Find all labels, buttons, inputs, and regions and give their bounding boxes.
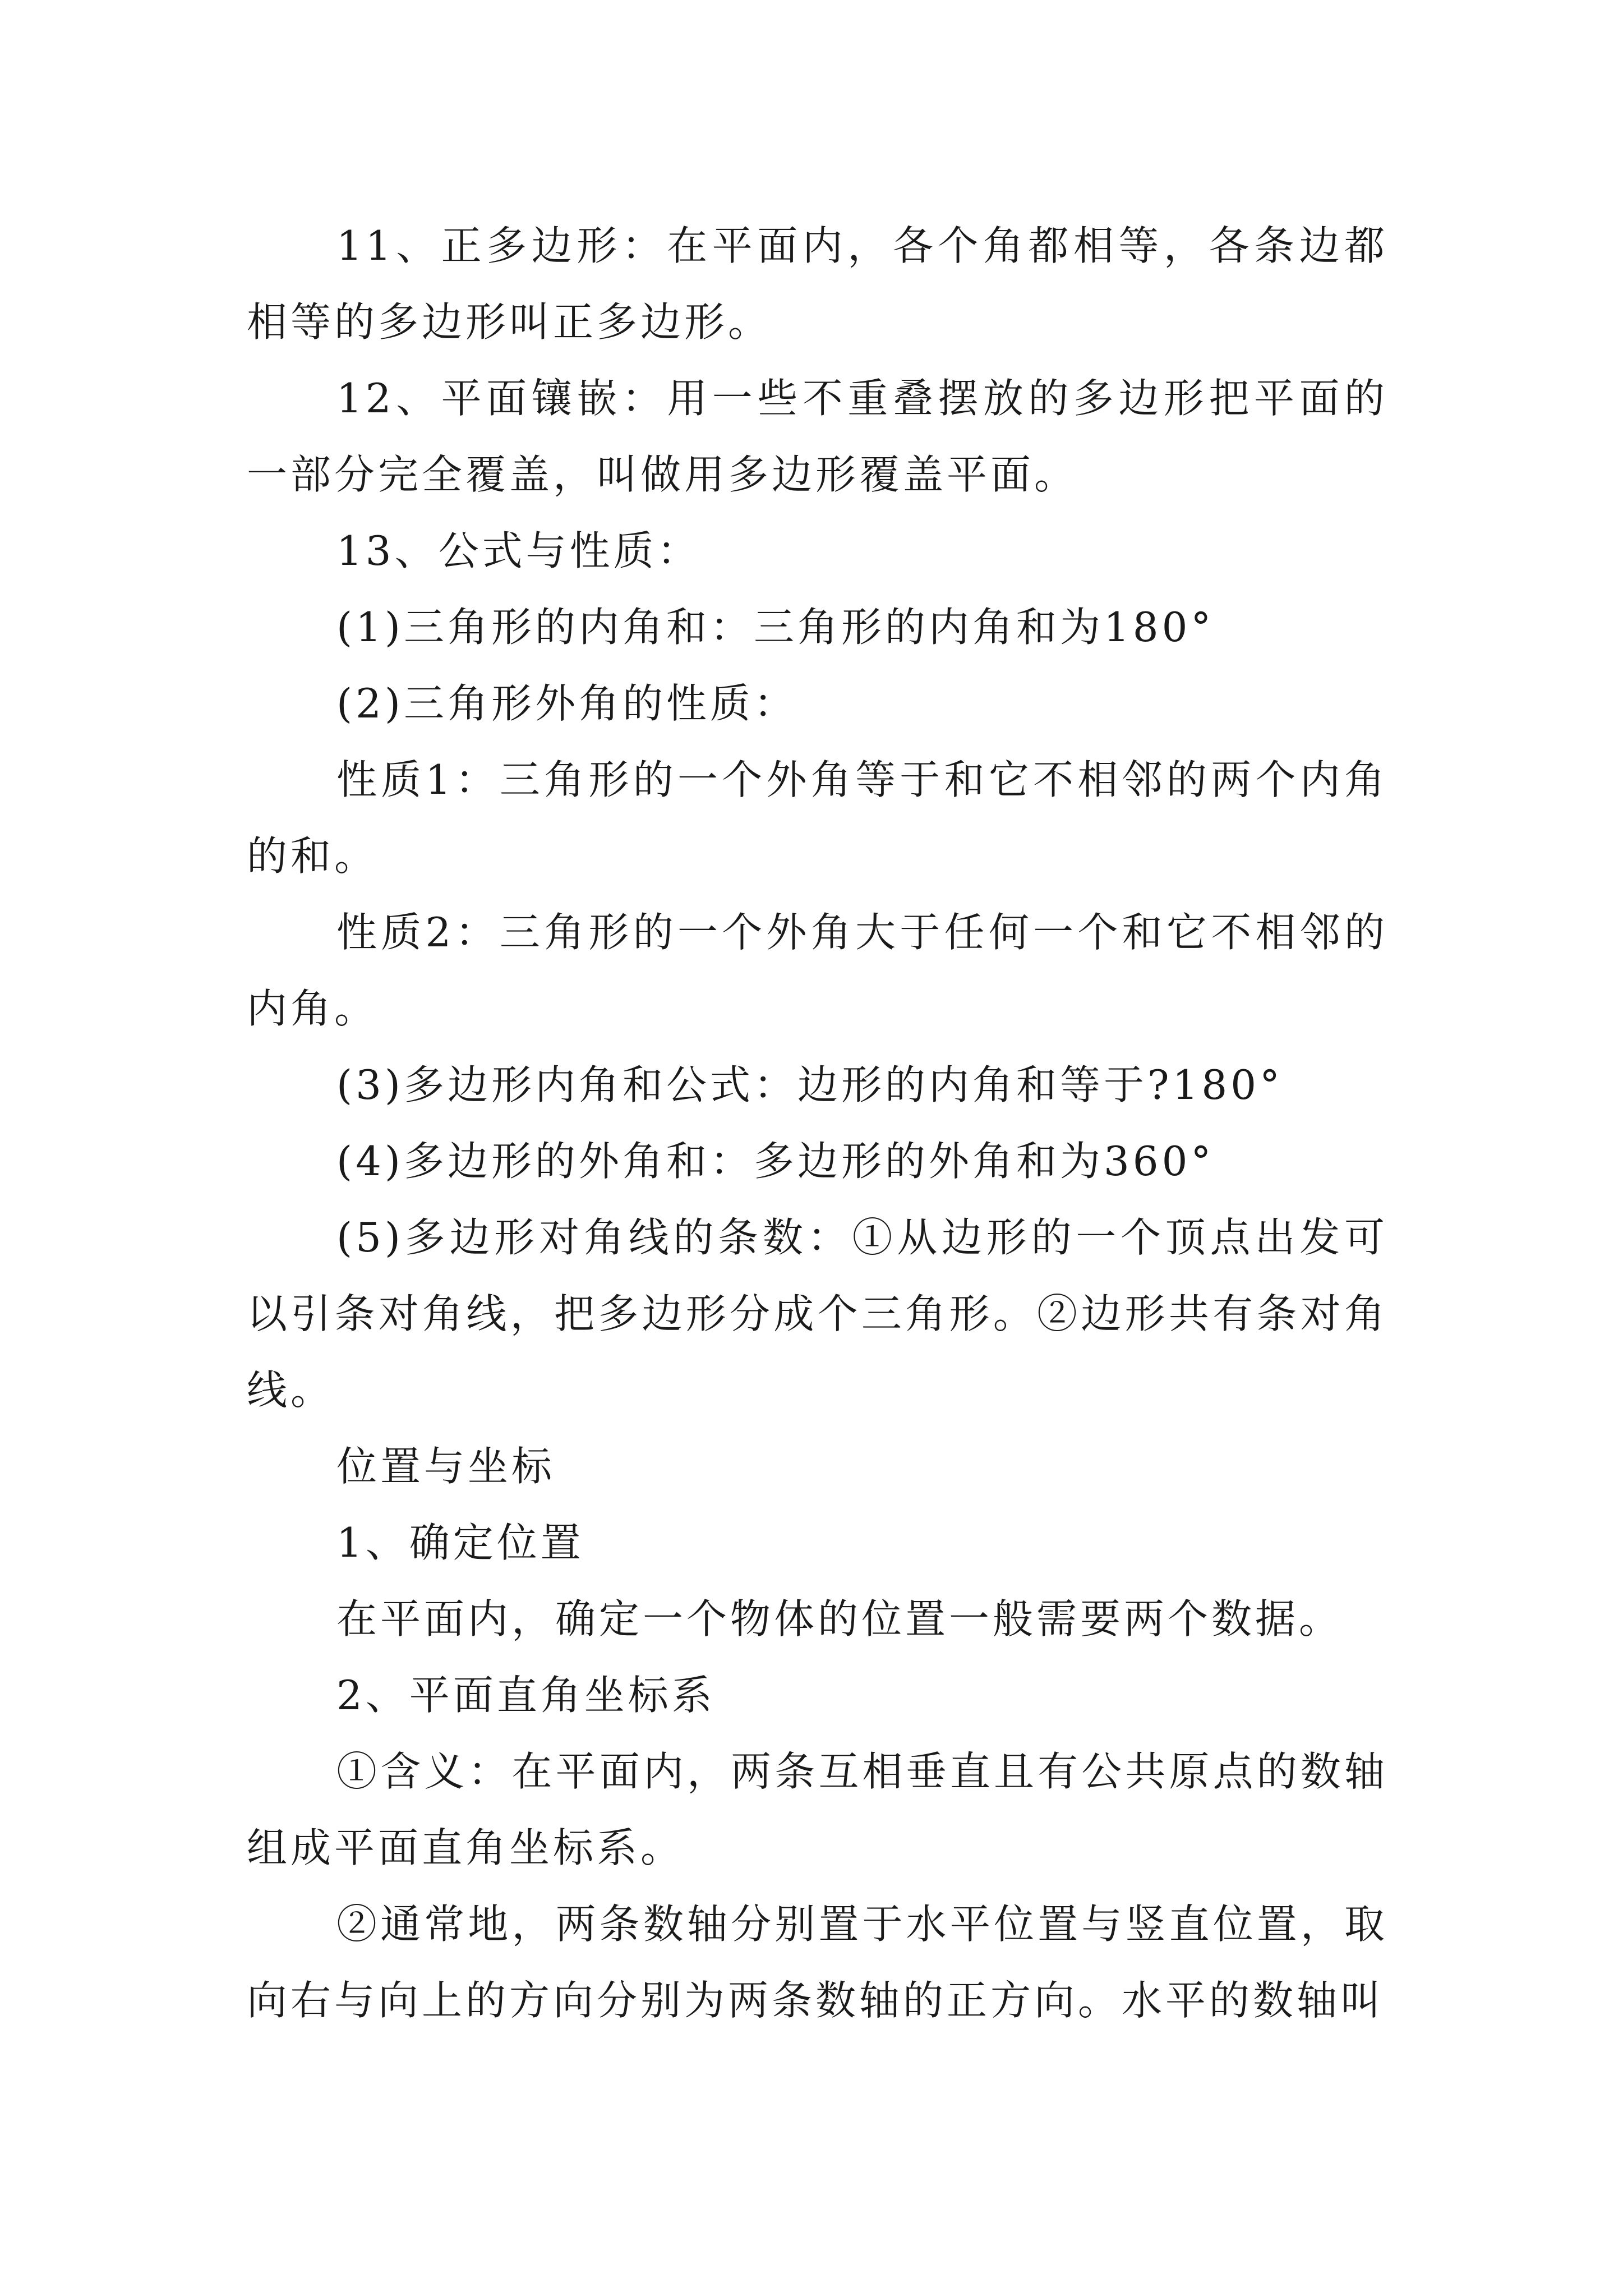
paragraph-diagonals: (5)多边形对角线的条数：①从边形的一个顶点出发可以引条对角线，把多边形分成个三角形。②边形共有条对角线。 xyxy=(247,1214,1388,1414)
paragraph-two-data: 在平面内，确定一个物体的位置一般需要两个数据。 xyxy=(336,1595,1343,1642)
paragraph-polygon-interior-sum: (3)多边形内角和公式：边形的内角和等于?180° xyxy=(336,1061,1284,1108)
subheading-cartesian-system: 2、平面直角坐标系 xyxy=(336,1672,716,1719)
subheading-determine-position: 1、确定位置 xyxy=(336,1519,584,1566)
paragraph-polygon-exterior-sum: (4)多边形的外角和：多边形的外角和为360° xyxy=(336,1138,1215,1185)
paragraph-formulas-heading: 13、公式与性质： xyxy=(336,527,701,574)
paragraph-cartesian-definition: ①含义：在平面内，两条互相垂直且有公共原点的数轴组成平面直角坐标系。 xyxy=(247,1748,1388,1871)
paragraph-triangle-angle-sum: (1)三角形的内角和：三角形的内角和为180° xyxy=(336,604,1215,651)
section-heading-position-coordinates: 位置与坐标 xyxy=(336,1443,556,1490)
paragraph-property-2: 性质2：三角形的一个外角大于任何一个和它不相邻的内角。 xyxy=(247,909,1388,1032)
paragraph-axes-orientation: ②通常地，两条数轴分别置于水平位置与竖直位置，取向右与向上的方向分别为两条数轴的正方向。水平的数轴叫 xyxy=(247,1901,1388,2024)
paragraph-property-1: 性质1：三角形的一个外角等于和它不相邻的两个内角的和。 xyxy=(247,756,1388,880)
document-body xyxy=(247,208,1388,2039)
paragraph-regular-polygon: 11、正多边形：在平面内，各个角都相等，各条边都相等的多边形叫正多边形。 xyxy=(247,222,1388,346)
paragraph-plane-tessellation: 12、平面镶嵌：用一些不重叠摆放的多边形把平面的一部分完全覆盖，叫做用多边形覆盖平面。 xyxy=(247,375,1388,498)
paragraph-exterior-angle-heading: (2)三角形外角的性质： xyxy=(336,680,797,727)
